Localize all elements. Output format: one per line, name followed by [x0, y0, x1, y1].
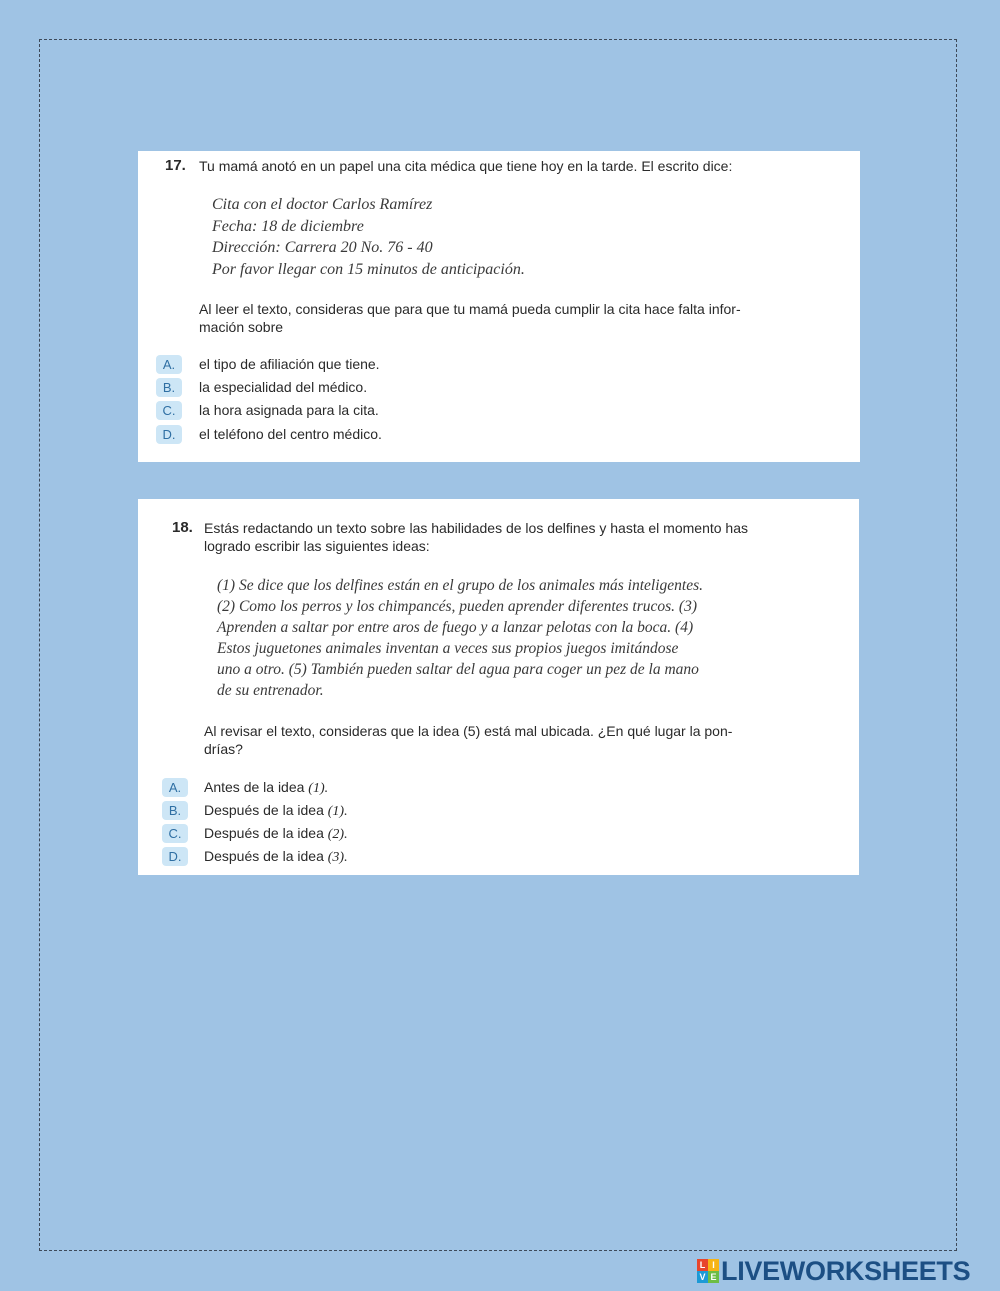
question-text-line: Al leer el texto, consideras que para que tu mamá pueda cumplir la cita hace falta infor- [199, 301, 741, 317]
logo-letter: I [708, 1259, 719, 1271]
option-label: la hora asignada para la cita. [199, 402, 379, 418]
option-label: el teléfono del centro médico. [199, 426, 382, 442]
logo-letter: L [697, 1259, 708, 1271]
logo-wordmark: LIVEWORKSHEETS [721, 1256, 971, 1286]
option-label: Después de la idea (2). [204, 825, 348, 842]
passage-line: de su entrenador. [217, 682, 324, 699]
option-letter-badge[interactable]: D. [156, 425, 182, 444]
option-c[interactable] [162, 824, 462, 845]
note-line: Por favor llegar con 15 minutos de anticipación. [212, 260, 525, 278]
option-d[interactable] [162, 847, 462, 868]
question-prompt-line: logrado escribir las siguientes ideas: [204, 538, 430, 554]
passage-line: Estos juguetones animales inventan a veces sus propios juegos imitándose [217, 640, 679, 657]
option-label: el tipo de afiliación que tiene. [199, 356, 380, 372]
note-line: Fecha: 18 de diciembre [212, 217, 364, 235]
question-18-card [138, 499, 859, 875]
option-b[interactable] [162, 801, 462, 822]
passage-line: (2) Como los perros y los chimpancés, pueden aprender diferentes trucos. (3) [217, 598, 697, 615]
question-number: 17. [165, 157, 186, 174]
option-label: Antes de la idea (1). [204, 779, 329, 796]
note-line: Cita con el doctor Carlos Ramírez [212, 196, 433, 213]
option-letter-badge[interactable]: A. [156, 355, 182, 374]
appointment-note [212, 194, 525, 280]
question-text-line: mación sobre [199, 319, 284, 335]
option-letter-badge[interactable]: D. [162, 847, 188, 866]
option-letter-badge[interactable]: B. [162, 801, 188, 820]
passage-line: uno a otro. (5) También pueden saltar del agua para coger un pez de la mano [217, 661, 699, 678]
option-letter-badge[interactable]: C. [162, 824, 188, 843]
logo-live-icon [697, 1259, 719, 1283]
logo-letter: V [697, 1271, 708, 1283]
option-label: la especialidad del médico. [199, 379, 368, 395]
passage-line: Aprenden a saltar por entre aros de fuego y a lanzar pelotas con la boca. (4) [217, 619, 694, 636]
option-a[interactable] [156, 355, 456, 376]
passage-line: (1) Se dice que los delfines están en el grupo de los animales más inteligentes. [217, 577, 704, 594]
option-c[interactable] [156, 401, 456, 422]
logo-letter: E [708, 1271, 719, 1283]
liveworksheets-logo[interactable] [697, 1255, 995, 1287]
option-letter-badge[interactable]: B. [156, 378, 182, 397]
option-b[interactable] [156, 378, 456, 399]
question-17-card [138, 151, 860, 462]
dolphin-passage [217, 575, 703, 701]
option-a[interactable] [162, 778, 462, 799]
question-prompt: Tu mamá anotó en un papel una cita médica que tiene hoy en la tarde. El escrito dice: [199, 158, 733, 174]
question-text-line: Al revisar el texto, consideras que la idea (5) está mal ubicada. ¿En qué lugar la pon- [204, 723, 733, 739]
option-letter-badge[interactable]: A. [162, 778, 188, 797]
question-number: 18. [172, 519, 193, 536]
option-d[interactable] [156, 425, 456, 446]
option-label: Después de la idea (3). [204, 848, 348, 865]
note-line: Dirección: Carrera 20 No. 76 - 40 [212, 239, 433, 256]
option-label: Después de la idea (1). [204, 802, 348, 819]
question-text-line: drías? [204, 741, 243, 757]
option-letter-badge[interactable]: C. [156, 401, 182, 420]
question-prompt-line: Estás redactando un texto sobre las habilidades de los delfines y hasta el momento has [204, 520, 748, 536]
